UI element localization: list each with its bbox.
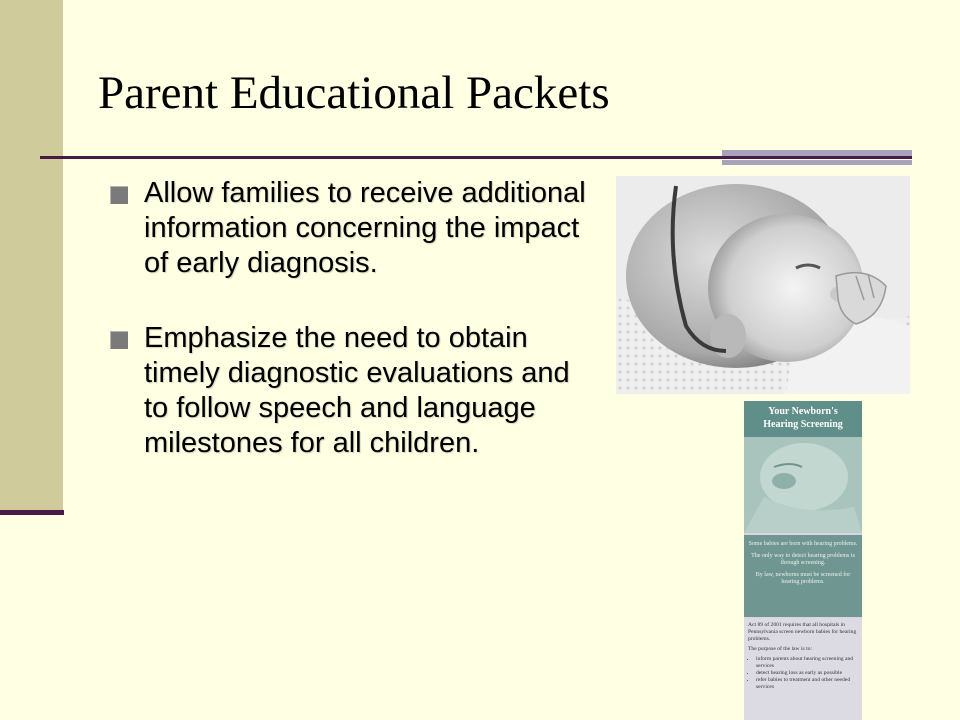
brochure-list-item: • refer babies to treatment and other needed services (756, 677, 858, 691)
slide-title: Parent Educational Packets (98, 67, 610, 119)
brochure-mid-text: The only way to detect hearing problems is through screening. (751, 553, 855, 566)
square-bullet-icon (110, 186, 128, 204)
brochure-body-text: The purpose of the law is to: (748, 646, 813, 652)
bullet-item (106, 321, 586, 461)
brochure-mid-text: By law, newborns must be screened for hearing problems. (755, 572, 851, 585)
baby-photo-illustration (616, 176, 910, 394)
brochure-list-item: • inform parents about hearing screening and services (756, 656, 858, 670)
brochure-title-line2: Hearing Screening (763, 419, 843, 430)
hearing-screening-brochure (744, 401, 862, 720)
brochure-middle-panel (744, 535, 862, 617)
left-decorative-band (0, 0, 63, 510)
bullet-item (106, 176, 586, 281)
brochure-list-item: • detect hearing loss as early as possible (756, 670, 858, 677)
bullet-list (106, 176, 586, 501)
brochure-mid-text: Some babies are born with hearing problems. (748, 541, 858, 547)
bullet-text: Allow families to receive additional information concerning the impact of early diagnosis. (144, 177, 586, 279)
brochure-list (748, 656, 858, 691)
title-underline (40, 156, 912, 159)
square-bullet-icon (110, 331, 128, 349)
left-band-rule (0, 510, 64, 515)
brochure-body-panel (744, 618, 862, 720)
title-underline-accent-bottom (722, 160, 912, 165)
brochure-body-text: Act 89 of 2001 requires that all hospitals in Pennsylvania screen newborn babies for hearing problems. (748, 622, 857, 642)
bullet-text: Emphasize the need to obtain timely diagnostic evaluations and to follow speech and language milestones for all children. (144, 322, 570, 459)
brochure-header (744, 401, 862, 437)
title-underline-accent-top (722, 150, 912, 156)
brochure-title-line1: Your Newborn's (768, 406, 838, 417)
brochure-baby-illustration (744, 437, 862, 533)
brochure-baby-photo (744, 437, 862, 533)
baby-photo (616, 176, 910, 394)
